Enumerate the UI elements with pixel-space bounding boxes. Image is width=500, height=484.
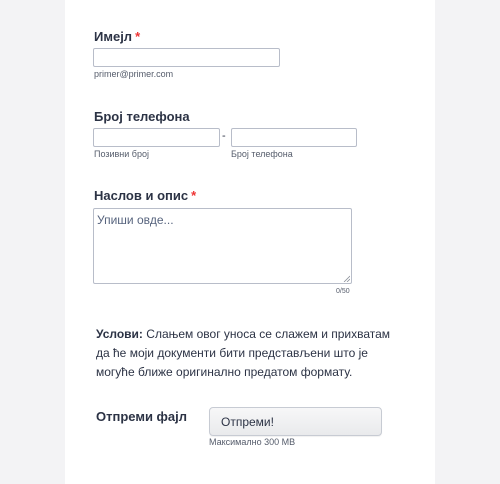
email-label: [94, 29, 140, 44]
title-description-label: [94, 188, 196, 203]
area-code-sublabel: Позивни број: [94, 149, 149, 159]
terms-bold-label: Услови:: [96, 327, 143, 341]
title-description-textarea[interactable]: [93, 208, 352, 284]
email-field[interactable]: [93, 48, 280, 67]
upload-max-size: Максимално 300 MB: [209, 437, 296, 447]
terms-body: Слањем овог уноса се слажем и прихватам да ће моји документи бити представљени што је могуће ближе оригинално предатом формату.: [96, 327, 391, 379]
email-label-text: Имејл: [94, 29, 133, 44]
phone-number-field[interactable]: [231, 128, 357, 147]
required-asterisk: *: [135, 29, 141, 44]
email-sublabel: primer@primer.com: [94, 69, 174, 79]
phone-label: Број телефона: [94, 109, 190, 124]
upload-button[interactable]: Отпреми!: [209, 407, 382, 436]
resize-handle-icon[interactable]: [343, 275, 350, 282]
terms-text: [96, 325, 396, 382]
title-description-label-text: Наслов и опис: [94, 188, 189, 203]
required-asterisk: *: [191, 188, 197, 203]
phone-number-sublabel: Број телефона: [231, 149, 293, 159]
character-counter: 0/50: [336, 288, 350, 295]
phone-separator: -: [222, 130, 226, 142]
area-code-field[interactable]: [93, 128, 220, 147]
upload-label: Отпреми фајл: [96, 409, 188, 424]
